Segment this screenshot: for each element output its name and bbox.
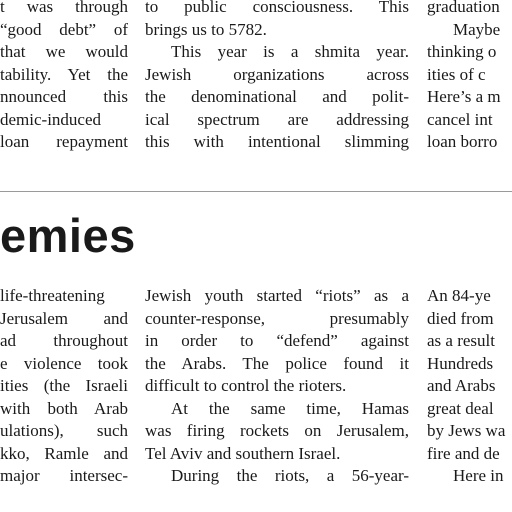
text-line: by Jews wa	[427, 421, 506, 440]
text-line: as a result	[427, 331, 495, 350]
text-line: This year is a shmita year.	[171, 42, 409, 61]
text-line: Maybe	[453, 19, 501, 39]
text-line: ities of c	[427, 64, 486, 84]
section-divider	[0, 191, 512, 192]
bottom-column-1	[0, 285, 128, 488]
text-line: ulations), such	[0, 421, 128, 440]
text-line: ities (the Israeli	[0, 376, 128, 395]
bottom-column-3	[427, 285, 512, 488]
top-column-3	[427, 0, 512, 154]
text-line: the denominational and polit-	[145, 87, 409, 106]
text-line: Jewish organizations across	[145, 64, 409, 84]
bottom-column-2	[145, 285, 409, 488]
text-line: At the same time, Hamas	[171, 398, 409, 418]
text-line: ical spectrum are addressing	[145, 109, 409, 129]
text-line: was firing rockets on Jerusalem,	[145, 421, 409, 440]
text-line: thinking o	[427, 42, 497, 61]
text-line: Jerusalem and	[0, 308, 128, 328]
text-line: tability. Yet the	[0, 64, 128, 84]
text-line: Tel Aviv and southern Israel.	[145, 443, 341, 463]
text-line: this with intentional slimming	[145, 132, 409, 151]
text-line: cancel int	[427, 109, 493, 129]
text-line: the Arabs. The police found it	[145, 353, 409, 373]
text-line: great deal	[427, 398, 494, 418]
text-line: major intersec-	[0, 466, 128, 485]
text-line: Jewish youth started “riots” as a	[145, 286, 409, 305]
text-line: that we would	[0, 42, 128, 61]
text-line: t was through	[0, 0, 128, 16]
top-column-2	[145, 0, 409, 154]
text-line: loan repayment	[0, 132, 128, 151]
text-line: kko, Ramle and	[0, 443, 128, 463]
text-line: An 84-ye	[427, 286, 491, 305]
text-line: During the riots, a 56-year-	[171, 466, 409, 485]
text-line: e violence took	[0, 353, 128, 373]
text-line: in order to “defend” against	[145, 331, 409, 350]
text-line: graduation	[427, 0, 500, 16]
text-line: fire and de	[427, 443, 500, 463]
text-line: difficult to control the rioters.	[145, 376, 347, 395]
text-line: ad throughout	[0, 331, 128, 350]
text-line: with both Arab	[0, 398, 128, 418]
text-line: counter-response, presumably	[145, 308, 409, 328]
top-column-1	[0, 0, 128, 154]
text-line: demic-induced	[0, 109, 102, 129]
text-line: to public consciousness. This	[145, 0, 409, 16]
text-line: Here in	[453, 466, 504, 485]
text-line: nnounced this	[0, 87, 128, 106]
text-line: brings us to 5782.	[145, 19, 267, 39]
text-line: died from	[427, 308, 494, 328]
text-line: Hundreds	[427, 353, 494, 373]
text-line: Here’s a m	[427, 87, 501, 106]
text-line: life-threatening	[0, 286, 105, 305]
text-line: and Arabs	[427, 376, 496, 395]
text-line: “good debt” of	[0, 19, 128, 39]
article-headline: emies	[0, 209, 136, 262]
text-line: loan borro	[427, 132, 498, 151]
